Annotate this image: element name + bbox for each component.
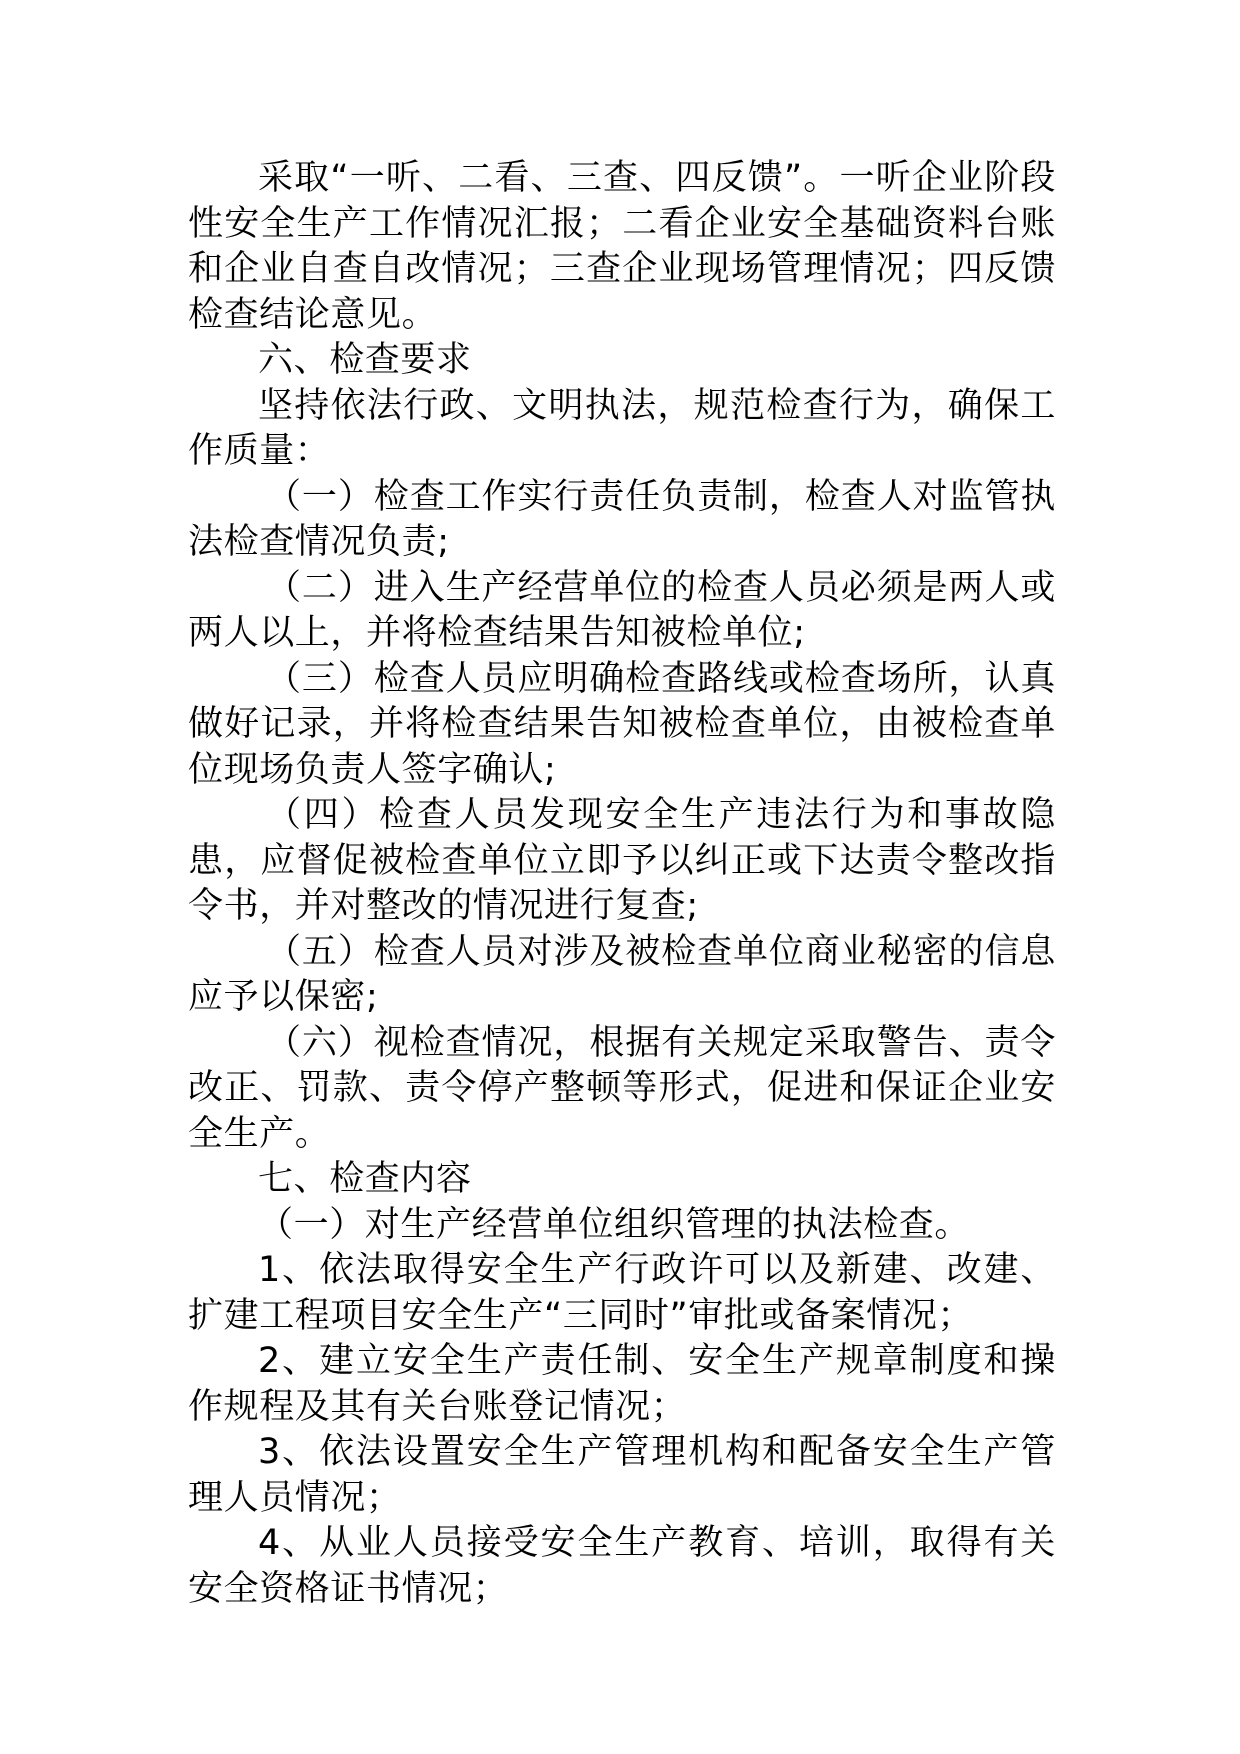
requirement-item-4: （四）检查人员发现安全生产违法行为和事故隐患，应督促被检查单位立即予以纠正或下达责令整改指令书，并对整改的情况进行复查; bbox=[188, 795, 1056, 926]
paragraph-requirements-intro: 坚持依法行政、文明执法，规范检查行为，确保工作质量： bbox=[188, 385, 1056, 471]
requirement-item-1: （一）检查工作实行责任负责制，检查人对监管执法检查情况负责; bbox=[188, 476, 1056, 562]
section-heading-inspection-content: 七、检查内容 bbox=[258, 1159, 472, 1199]
content-item-3: 3、依法设置安全生产管理机构和配备安全生产管理人员情况； bbox=[188, 1432, 1056, 1518]
content-item-4: 4、从业人员接受安全生产教育、培训，取得有关安全资格证书情况； bbox=[188, 1523, 1056, 1609]
section-heading-inspection-requirements: 六、检查要求 bbox=[258, 340, 472, 380]
requirement-item-5: （五）检查人员对涉及被检查单位商业秘密的信息应予以保密; bbox=[188, 931, 1056, 1017]
requirement-item-6: （六）视检查情况，根据有关规定采取警告、责令改正、罚款、责令停产整顿等形式，促进和保证企业安全生产。 bbox=[188, 1022, 1056, 1154]
paragraph-inspection-method: 采取“一听、二看、三查、四反馈”。一听企业阶段性安全生产工作情况汇报；二看企业安全基础资料台账和企业自查自改情况；三查企业现场管理情况；四反馈检查结论意见。 bbox=[188, 158, 1056, 335]
content-item-2: 2、建立安全生产责任制、安全生产规章制度和操作规程及其有关台账登记情况； bbox=[188, 1341, 1056, 1427]
requirement-item-3: （三）检查人员应明确检查路线或检查场所，认真做好记录，并将检查结果告知被检查单位，由被检查单位现场负责人签字确认; bbox=[188, 658, 1056, 790]
requirement-item-2: （二）进入生产经营单位的检查人员必须是两人或两人以上，并将检查结果告知被检单位; bbox=[188, 567, 1056, 653]
content-item-1: 1、依法取得安全生产行政许可以及新建、改建、扩建工程项目安全生产“三同时”审批或备案情况； bbox=[188, 1250, 1056, 1336]
subsection-heading-organization-management: （一）对生产经营单位组织管理的执法检查。 bbox=[258, 1204, 971, 1245]
document-body bbox=[188, 156, 1056, 1612]
